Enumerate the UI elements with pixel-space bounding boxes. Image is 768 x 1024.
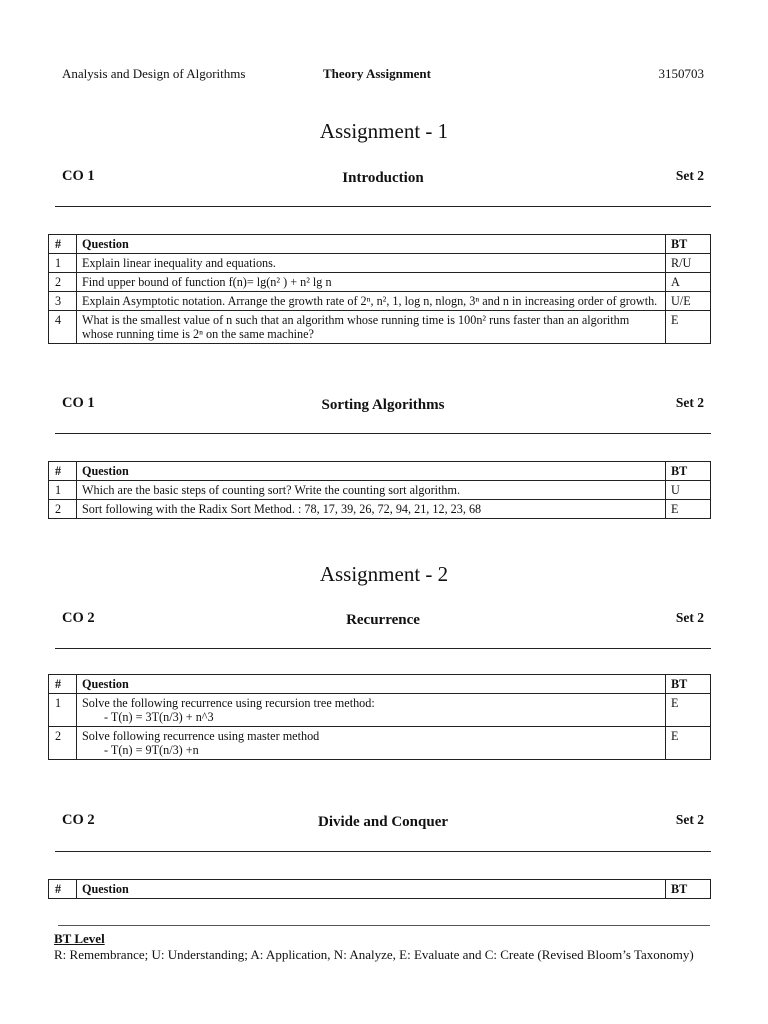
col-num: # [49, 880, 77, 899]
bt-level-title: BT Level [54, 931, 105, 946]
assignment-2-title: Assignment - 2 [319, 562, 449, 586]
course-name: Analysis and Design of Algorithms [62, 66, 246, 81]
question-table-sorting [48, 461, 711, 519]
section-topic: Sorting Algorithms [321, 397, 445, 413]
row-question: Find upper bound of function f(n)= lg(n² ) + n² lg n [77, 273, 666, 292]
co-label: CO 1 [62, 395, 95, 411]
table-row [49, 254, 711, 273]
co-label: CO 1 [62, 168, 95, 184]
table-header-row [49, 462, 711, 481]
set-label: Set 2 [675, 610, 704, 625]
row-num: 1 [49, 254, 77, 273]
table-row [49, 727, 711, 760]
question-table-divide-and-conquer [48, 879, 711, 899]
co-label: CO 2 [62, 812, 95, 828]
question-text: Solve the following recurrence using recursion tree method: [82, 696, 375, 710]
section-topic: Introduction [342, 170, 424, 186]
col-bt: BT [666, 462, 711, 481]
row-bt: E [666, 311, 711, 344]
question-text: Solve following recurrence using master method [82, 729, 320, 743]
row-question: Explain linear inequality and equations. [77, 254, 666, 273]
row-question: What is the smallest value of n such that an algorithm whose running time is 100n² runs faster than an algorithm whose running time is 2ⁿ on the same machine? [77, 311, 666, 344]
section-divide-and-conquer [62, 812, 704, 834]
col-num: # [49, 235, 77, 254]
section-recurrence [62, 610, 704, 632]
row-num: 2 [49, 727, 77, 760]
set-label: Set 2 [675, 395, 704, 410]
section-sorting-algorithms [62, 395, 704, 417]
row-bt: R/U [666, 254, 711, 273]
section-divider [55, 851, 711, 852]
set-label: Set 2 [675, 812, 704, 827]
table-header-row [49, 880, 711, 899]
section-divider [55, 433, 711, 434]
assignment-type: Theory Assignment [323, 66, 431, 81]
bt-level-text: R: Remembrance; U: Understanding; A: Application, N: Analyze, E: Evaluate and C: Create (Revised Bloom’s Taxonomy) [54, 947, 694, 962]
table-header-row [49, 235, 711, 254]
col-question: Question [77, 880, 666, 899]
table-row [49, 500, 711, 519]
co-label: CO 2 [62, 610, 95, 626]
row-bt: E [666, 500, 711, 519]
col-bt: BT [666, 675, 711, 694]
row-bt: A [666, 273, 711, 292]
table-row [49, 311, 711, 344]
row-question: Which are the basic steps of counting sort? Write the counting sort algorithm. [77, 481, 666, 500]
section-introduction [62, 168, 704, 190]
row-bt: U [666, 481, 711, 500]
set-label: Set 2 [675, 168, 704, 183]
table-header-row [49, 675, 711, 694]
row-num: 2 [49, 500, 77, 519]
bt-level-legend [54, 931, 704, 963]
footer-divider [58, 925, 710, 926]
table-row [49, 481, 711, 500]
table-row [49, 694, 711, 727]
page-header [62, 66, 704, 84]
row-num: 4 [49, 311, 77, 344]
col-num: # [49, 462, 77, 481]
question-table-recurrence [48, 674, 711, 760]
row-bt: E [666, 727, 711, 760]
row-question [77, 727, 666, 760]
table-row [49, 292, 711, 311]
row-question [77, 694, 666, 727]
row-question: Explain Asymptotic notation. Arrange the growth rate of 2ⁿ, n², 1, log n, nlogn, 3ⁿ and n in increasing order of growth. [77, 292, 666, 311]
col-question: Question [77, 235, 666, 254]
section-divider [55, 206, 711, 207]
row-num: 2 [49, 273, 77, 292]
row-bt: E [666, 694, 711, 727]
row-question: Sort following with the Radix Sort Method. : 78, 17, 39, 26, 72, 94, 21, 12, 23, 68 [77, 500, 666, 519]
section-topic: Divide and Conquer [317, 814, 449, 830]
col-num: # [49, 675, 77, 694]
row-num: 1 [49, 481, 77, 500]
assignment-1-title: Assignment - 1 [319, 119, 449, 143]
col-question: Question [77, 462, 666, 481]
recurrence-formula: - T(n) = 9T(n/3) +n [104, 743, 199, 757]
col-bt: BT [666, 235, 711, 254]
col-question: Question [77, 675, 666, 694]
recurrence-formula: - T(n) = 3T(n/3) + n^3 [104, 710, 214, 724]
section-topic: Recurrence [346, 612, 420, 628]
col-bt: BT [666, 880, 711, 899]
table-row [49, 273, 711, 292]
row-num: 3 [49, 292, 77, 311]
row-bt: U/E [666, 292, 711, 311]
section-divider [55, 648, 711, 649]
row-num: 1 [49, 694, 77, 727]
question-table-introduction [48, 234, 711, 344]
course-code: 3150703 [658, 66, 704, 81]
